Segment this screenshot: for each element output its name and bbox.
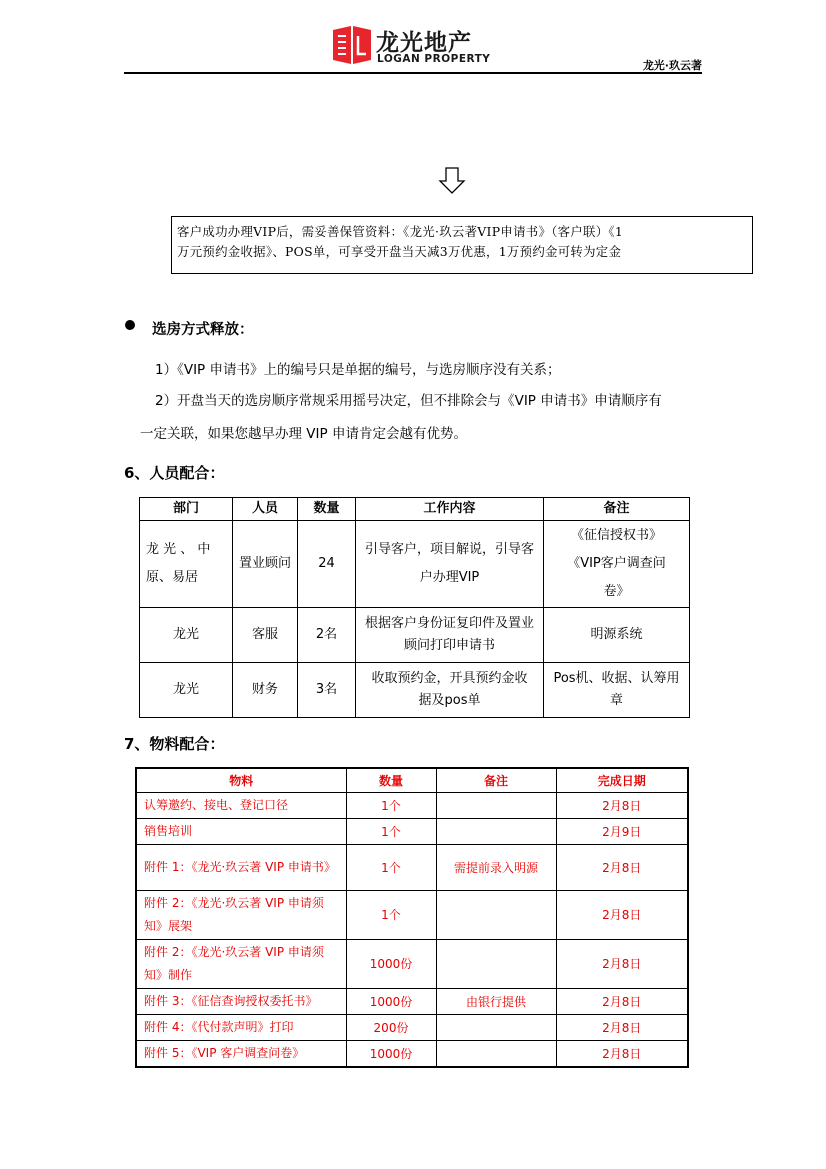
table-cell: 2月8日 — [556, 891, 688, 940]
table-cell: 2月9日 — [556, 819, 688, 845]
notice-line-2: 万元预约金收据》、POS单，可享受开盘当天减3万优惠，1万预约金可转为定金 — [177, 244, 622, 259]
logan-logo-icon — [333, 26, 371, 64]
column-header: 数量 — [346, 768, 436, 793]
table-cell — [436, 1015, 556, 1041]
table-cell: 龙光 — [140, 663, 233, 718]
table-cell: 1000份 — [346, 940, 436, 989]
table-cell: 附件 3：《征信查询授权委托书》 — [136, 989, 346, 1015]
table-cell: Pos机、收据、认筹用章 — [544, 663, 690, 718]
table-cell: 附件 4：《代付款声明》打印 — [136, 1015, 346, 1041]
table-row — [136, 989, 688, 1015]
logo-chinese-name: 龙光地产 — [376, 30, 472, 56]
column-header: 物料 — [136, 768, 346, 793]
table-cell: 1000份 — [346, 989, 436, 1015]
table-cell: 龙光 — [140, 608, 233, 663]
rule-line-2-continued: 一定关联，如果您越早办理 VIP 申请肯定会越有优势。 — [140, 426, 467, 442]
table-cell: 200份 — [346, 1015, 436, 1041]
column-header: 数量 — [298, 498, 356, 521]
rule-line-1: 1）《VIP 申请书》上的编号只是单据的编号，与选房顺序没有关系； — [155, 362, 561, 378]
table-cell: 24 — [298, 521, 356, 608]
column-header: 完成日期 — [556, 768, 688, 793]
table-cell — [436, 819, 556, 845]
table-header-row — [140, 498, 690, 521]
table-cell: 附件 1：《龙光·玖云著 VIP 申请书》 — [136, 845, 346, 891]
column-header: 备注 — [436, 768, 556, 793]
table-cell: 1个 — [346, 793, 436, 819]
table-row — [136, 845, 688, 891]
table-cell: 引导客户，项目解说，引导客户办理VIP — [356, 521, 544, 608]
table-cell: 置业顾问 — [233, 521, 298, 608]
table-cell: 由银行提供 — [436, 989, 556, 1015]
notice-line-1: 客户成功办理VIP后，需妥善保管资料：《龙光·玖云著VIP申请书》（客户联）《1 — [177, 224, 624, 239]
project-name: 龙光·玖云著 — [642, 59, 702, 72]
table-cell: 3名 — [298, 663, 356, 718]
header-divider — [124, 72, 702, 74]
table-row — [136, 793, 688, 819]
table-row — [136, 819, 688, 845]
table-cell: 收取预约金，开具预约金收据及pos单 — [356, 663, 544, 718]
materials-table — [135, 767, 689, 1068]
table-cell: 《征信授权书》《VIP客户调查问卷》 — [544, 521, 690, 608]
table-cell: 2月8日 — [556, 793, 688, 819]
table-cell: 明源系统 — [544, 608, 690, 663]
table-cell — [436, 940, 556, 989]
down-arrow-icon — [438, 167, 466, 195]
table-row — [140, 521, 690, 608]
table-header-row — [136, 768, 688, 793]
table-cell: 2月8日 — [556, 940, 688, 989]
table-cell: 2月8日 — [556, 845, 688, 891]
table-row — [140, 663, 690, 718]
table-cell: 2名 — [298, 608, 356, 663]
logo-english-name: LOGAN PROPERTY — [377, 53, 491, 65]
column-header: 备注 — [544, 498, 690, 521]
column-header: 人员 — [233, 498, 298, 521]
table-cell: 1个 — [346, 819, 436, 845]
table-cell — [436, 793, 556, 819]
table-row — [136, 1015, 688, 1041]
rule-line-2: 2）开盘当天的选房顺序常规采用摇号决定，但不排除会与《VIP 申请书》申请顺序有 — [155, 393, 662, 409]
table-row — [136, 891, 688, 940]
table-cell — [436, 891, 556, 940]
column-header: 工作内容 — [356, 498, 544, 521]
staff-heading: 6、人员配合： — [124, 464, 225, 482]
table-cell: 龙 光 、 中 原、易居 — [140, 521, 233, 608]
bullet-icon — [125, 320, 135, 330]
table-cell: 需提前录入明源 — [436, 845, 556, 891]
table-cell: 销售培训 — [136, 819, 346, 845]
table-cell: 财务 — [233, 663, 298, 718]
staff-table — [139, 497, 690, 718]
table-cell: 1个 — [346, 891, 436, 940]
table-cell: 2月8日 — [556, 989, 688, 1015]
table-cell: 根据客户身份证复印件及置业顾问打印申请书 — [356, 608, 544, 663]
vip-notice-box — [171, 216, 753, 274]
table-cell: 1000份 — [346, 1041, 436, 1068]
column-header: 部门 — [140, 498, 233, 521]
table-cell — [436, 1041, 556, 1068]
table-cell: 附件 2：《龙光·玖云著 VIP 申请须知》制作 — [136, 940, 346, 989]
table-cell: 2月8日 — [556, 1041, 688, 1068]
table-cell: 认筹邀约、接电、登记口径 — [136, 793, 346, 819]
release-heading: 选房方式释放： — [152, 322, 254, 338]
table-row — [136, 940, 688, 989]
table-cell: 客服 — [233, 608, 298, 663]
table-row — [140, 608, 690, 663]
table-cell: 1个 — [346, 845, 436, 891]
table-row — [136, 1041, 688, 1068]
table-cell: 2月8日 — [556, 1015, 688, 1041]
table-cell: 附件 5：《VIP 客户调查问卷》 — [136, 1041, 346, 1068]
table-cell: 附件 2：《龙光·玖云著 VIP 申请须知》展架 — [136, 891, 346, 940]
materials-heading: 7、物料配合： — [124, 735, 225, 753]
